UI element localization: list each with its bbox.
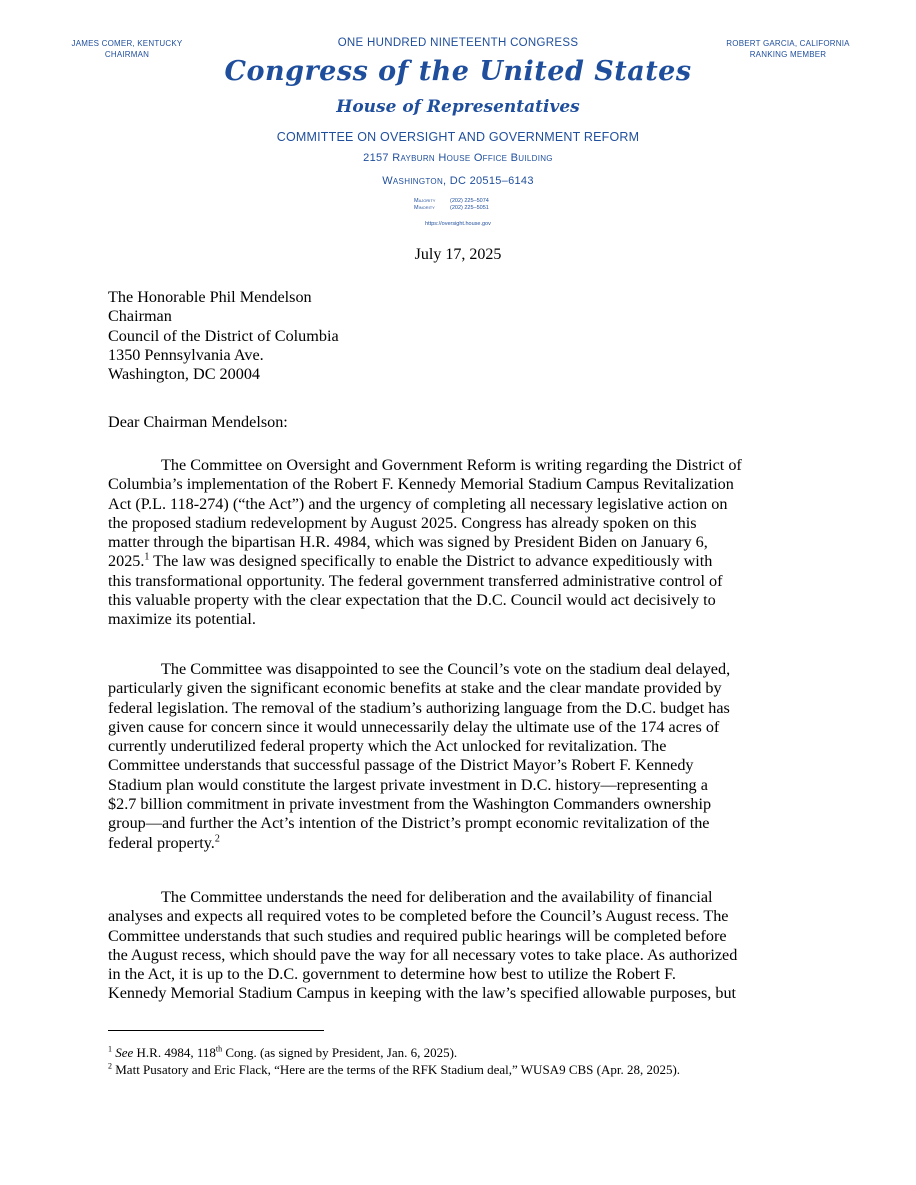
paragraph-line: in the Act, it is up to the D.C. government to determine how best to utilize the Robert F. bbox=[108, 965, 676, 984]
paragraph-line: Committee understands that such studies and required public hearings will be completed before bbox=[108, 926, 727, 945]
congress-number: ONE HUNDRED NINETEENTH CONGRESS bbox=[337, 37, 579, 49]
footnote-ordinal: th bbox=[215, 1044, 223, 1054]
paragraph-line: federal legislation. The removal of the stadium’s authorizing language from the D.C. budget has bbox=[108, 698, 730, 717]
text-fragment: The law was designed specifically to enable the District to advance expeditiously with bbox=[149, 552, 713, 571]
recipient-line: Council of the District of Columbia bbox=[108, 326, 339, 345]
footnote-signal: See bbox=[115, 1045, 134, 1060]
paragraph-line: The Committee was disappointed to see the Council’s vote on the stadium deal delayed, bbox=[161, 660, 731, 678]
office-city: Washington, DC 20515–6143 bbox=[382, 175, 534, 187]
phone-numbers bbox=[414, 198, 489, 212]
paragraph-line: given cause for concern since it would unnecessarily delay the ultimate use of the 174 acres of bbox=[108, 717, 720, 736]
paragraph-line: the proposed stadium redevelopment by August 2025. Congress has already spoken on this bbox=[108, 513, 697, 532]
recipient-line: The Honorable Phil Mendelson bbox=[108, 288, 312, 306]
footnote-ref-1[interactable]: 1 bbox=[144, 552, 150, 564]
footnotes bbox=[108, 1044, 828, 1078]
recipient-address bbox=[108, 288, 814, 384]
minority-phone: (202) 225–5051 bbox=[450, 205, 489, 211]
footnote-text: Matt Pusatory and Eric Flack, “Here are the terms of the RFK Stadium deal,” WUSA9 CBS (Apr. 28, 2025). bbox=[112, 1062, 681, 1077]
majority-label: Majority bbox=[414, 198, 436, 204]
footnote-1 bbox=[108, 1044, 828, 1061]
letter-date: July 17, 2025 bbox=[414, 246, 502, 263]
paragraph-line: The Committee understands the need for deliberation and the availability of financial bbox=[161, 888, 713, 906]
congress-title: Congress of the United States bbox=[224, 56, 692, 87]
majority-phone: (202) 225–5074 bbox=[450, 198, 489, 204]
footnote-2 bbox=[108, 1061, 828, 1078]
office-address: 2157 Rayburn House Office Building bbox=[363, 152, 553, 164]
ranking-member-role: RANKING MEMBER bbox=[749, 50, 827, 59]
paragraph-line bbox=[108, 834, 814, 853]
paragraph-line: matter through the bipartisan H.R. 4984, which was signed by President Biden on January 6, bbox=[108, 533, 708, 552]
ranking-member-name: ROBERT GARCIA, CALIFORNIA bbox=[726, 39, 850, 48]
text-fragment: 2025. bbox=[108, 552, 145, 571]
salutation: Dear Chairman Mendelson: bbox=[108, 413, 288, 431]
paragraph-line: maximize its potential. bbox=[108, 610, 256, 629]
house-title: House of Representatives bbox=[336, 97, 580, 117]
paragraph-line: group—and further the Act’s intention of the District’s prompt economic revitalization of the bbox=[108, 814, 710, 833]
recipient-line: Washington, DC 20004 bbox=[108, 365, 261, 384]
footnote-ref-2[interactable]: 2 bbox=[214, 833, 220, 845]
paragraph-line: this transformational opportunity. The federal government transferred administrative control of bbox=[108, 571, 723, 590]
paragraph-1 bbox=[108, 456, 814, 630]
paragraph-line: the August recess, which should pave the way for all necessary votes to take place. As authorized bbox=[108, 945, 738, 964]
paragraph-line: this valuable property with the clear expectation that the D.C. Council would act decisively to bbox=[108, 591, 716, 610]
paragraph-line: The Committee on Oversight and Government Reform is writing regarding the District of bbox=[161, 456, 742, 474]
paragraph-2 bbox=[108, 660, 814, 853]
paragraph-line: Committee understands that successful passage of the District Mayor’s Robert F. Kennedy bbox=[108, 756, 694, 775]
chairman-name: JAMES COMER, KENTUCKY bbox=[71, 39, 183, 48]
recipient-line: Chairman bbox=[108, 307, 172, 326]
website-link[interactable]: https://oversight.house.gov bbox=[425, 221, 491, 227]
footnote-divider bbox=[108, 1030, 324, 1031]
paragraph-line: Act (P.L. 118-274) (“the Act”) and the urgency of completing all necessary legislative action on bbox=[108, 494, 728, 513]
text-fragment: federal property. bbox=[108, 833, 215, 852]
footnote-text: H.R. 4984, 118 bbox=[133, 1045, 216, 1060]
chairman-role: CHAIRMAN bbox=[104, 50, 150, 59]
paragraph-line: $2.7 billion commitment in private investment from the Washington Commanders ownership bbox=[108, 795, 712, 814]
recipient-line: 1350 Pennsylvania Ave. bbox=[108, 345, 264, 364]
paragraph-line: Columbia’s implementation of the Robert F. Kennedy Memorial Stadium Campus Revitalization bbox=[108, 475, 734, 494]
paragraph-line: analyses and expects all required votes to be completed before the Council’s August recess. The bbox=[108, 907, 729, 926]
paragraph-line: Kennedy Memorial Stadium Campus in keeping with the law’s specified allowable purposes, but bbox=[108, 984, 737, 1003]
footnote-number: 1 bbox=[108, 1044, 112, 1054]
paragraph-line: currently underutilized federal property which the Act unlocked for revitalization. The bbox=[108, 737, 667, 756]
minority-label: Minority bbox=[414, 205, 435, 211]
footnote-text: Cong. (as signed by President, Jan. 6, 2025). bbox=[222, 1045, 458, 1060]
paragraph-3 bbox=[108, 888, 814, 1004]
footnote-number: 2 bbox=[108, 1061, 112, 1071]
paragraph-line: particularly given the significant economic benefits at stake and the clear mandate provided by bbox=[108, 679, 722, 698]
paragraph-line bbox=[108, 552, 814, 571]
paragraph-line: Stadium plan would constitute the largest private investment in D.C. history—representing a bbox=[108, 775, 708, 794]
committee-name: COMMITTEE ON OVERSIGHT AND GOVERNMENT REFORM bbox=[276, 130, 640, 144]
